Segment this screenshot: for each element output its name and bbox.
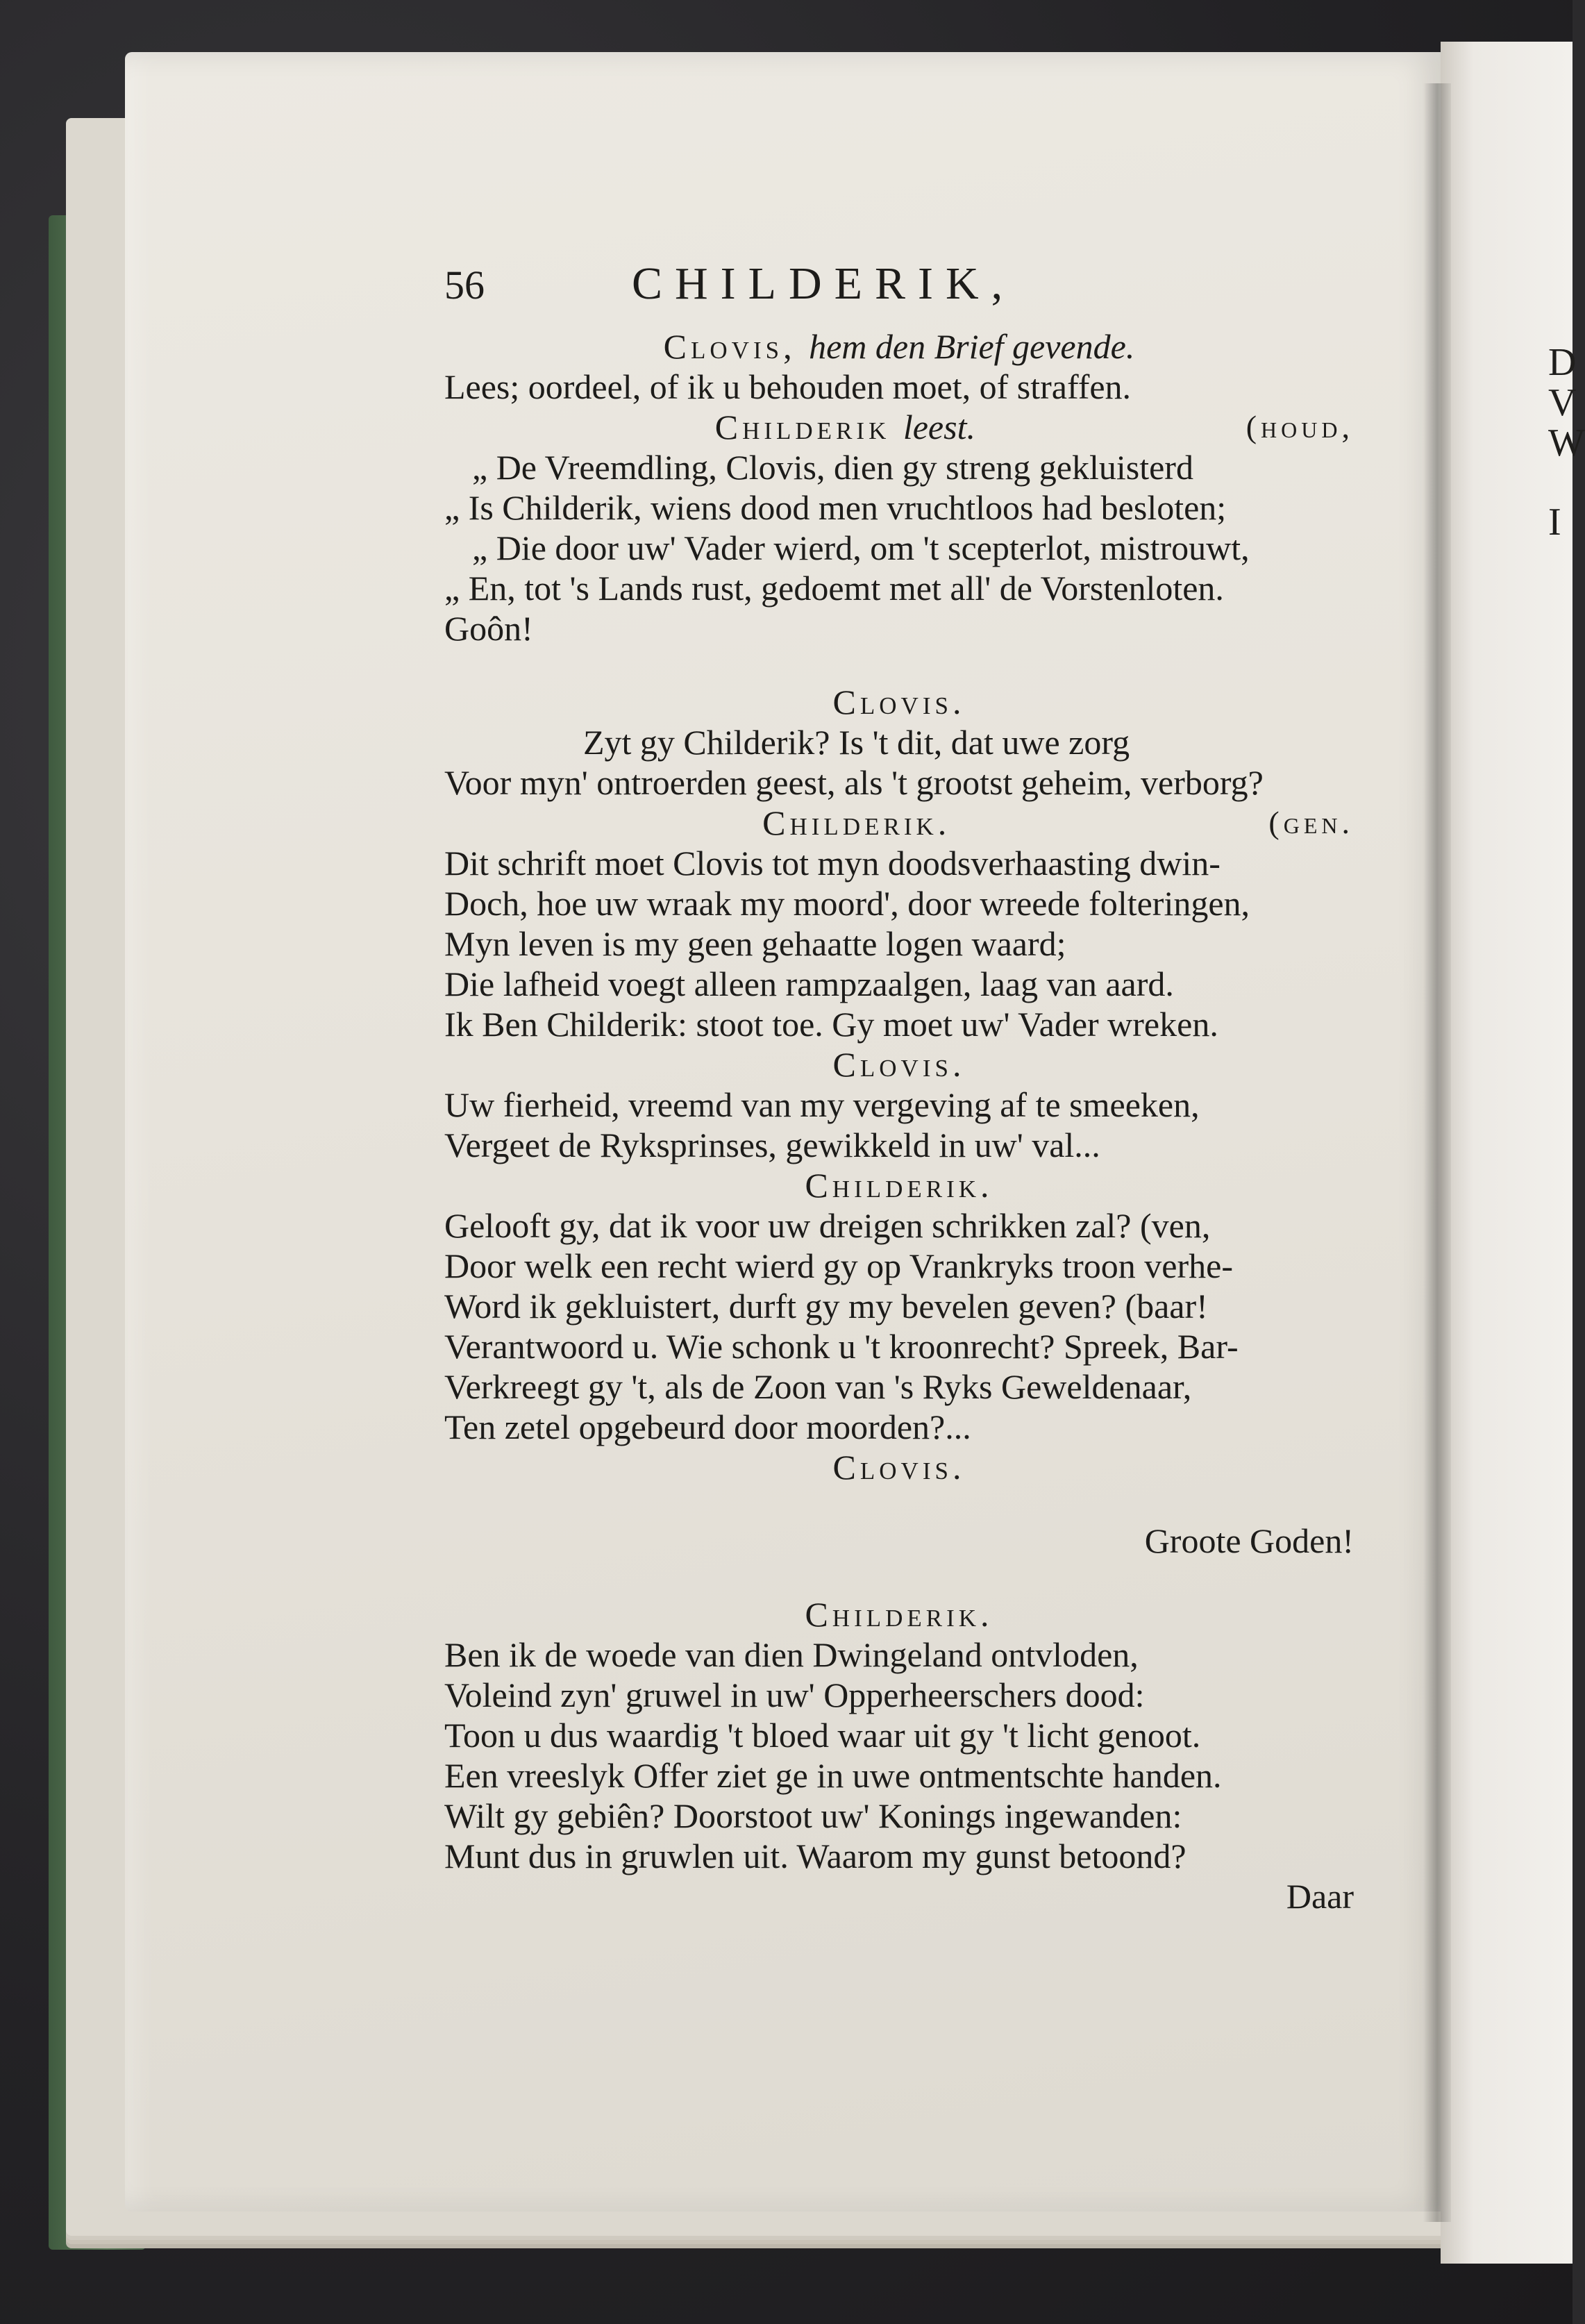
verse-line: Ik Ben Childerik: stoot toe. Gy moet uw' Vader wreken. [444,1005,1218,1044]
catchword: Daar [1286,1877,1354,1916]
speaker-heading: Clovis. [832,683,966,721]
page-text [444,258,1354,1916]
facing-page-fragment: D [1548,341,1577,384]
speaker-heading: Childerik. (gen. [762,803,1354,842]
verse-line: Een vreeslyk Offer ziet ge in uwe ontmentschte handen. [444,1756,1222,1795]
verse-line: Groote Goden! [1144,1521,1354,1560]
verse-line: Voleind zyn' gruwel in uw' Opperheerschers dood: [444,1675,1145,1714]
verse-line: Zyt gy Childerik? Is 't dit, dat uwe zorg [583,723,1130,762]
verse-line: „ En, tot 's Lands rust, gedoemt met all' de Vorstenloten. [444,569,1224,608]
verse-line: Uw fierheid, vreemd van my vergeving af te smeeken, [444,1085,1200,1124]
verse-line: Verantwoord u. Wie schonk u 't kroonrecht? Spreek, Bar- [444,1327,1239,1366]
running-title: CHILDERIK, [632,258,1016,309]
speaker-heading: Childerik. [805,1166,993,1205]
verse-line: Vergeet de Ryksprinses, gewikkeld in uw' val... [444,1126,1100,1164]
verse-line: Munt dus in gruwlen uit. Waarom my gunst betoond? [444,1837,1186,1875]
verse-line: Verkreegt gy 't, als de Zoon van 's Ryks Geweldenaar, [444,1367,1192,1406]
facing-page-fragment: V [1548,381,1577,424]
verse-line: „ De Vreemdling, Clovis, dien gy streng gekluisterd [472,448,1193,487]
verse-line: Goôn! [444,609,533,648]
speaker-heading: Clovis. [832,1448,966,1487]
verse-line: Lees; oordeel, of ik u behouden moet, of straffen. [444,367,1132,406]
verse-line: Die lafheid voegt alleen rampzaalgen, laag van aard. [444,964,1174,1003]
verse-line: „ Is Childerik, wiens dood men vruchtloos had besloten; [444,488,1227,527]
page-number: 56 [444,262,485,308]
speaker-heading: Clovis, hem den Brief gevende. [663,327,1135,366]
speaker-heading: Childerik. [805,1595,993,1634]
verse-line: Wilt gy gebiên? Doorstoot uw' Konings ingewanden: [444,1796,1182,1835]
speaker-heading: Childerik leest. (houd, [714,408,1354,446]
verse-line: Voor myn' ontroerden geest, als 't grootst geheim, verborg? [444,763,1264,802]
verse-line: Dit schrift moet Clovis tot myn doodsverhaasting dwin- [444,844,1221,883]
speaker-heading: Clovis. [832,1045,966,1084]
book-gutter [1423,83,1451,2222]
verse-line: Doch, hoe uw wraak my moord', door wreede folteringen, [444,884,1250,923]
verse-line: Door welk een recht wierd gy op Vrankryks troon verhe- [444,1246,1233,1285]
verse-line: „ Die door uw' Vader wierd, om 't scepterlot, mistrouwt, [472,528,1250,567]
verse-line: Ten zetel opgebeurd door moorden?... [444,1407,971,1446]
page-header [444,258,1354,326]
verse-line: Myn leven is my geen gehaatte logen waard; [444,924,1066,963]
verse-line: Gelooft gy, dat ik voor uw dreigen schrikken zal? (ven, [444,1206,1211,1245]
verse-line: Word ik gekluistert, durft gy my bevelen geven? (baar! [444,1287,1208,1326]
verse-line: Ben ik de woede van dien Dwingeland ontvloden, [444,1635,1139,1674]
facing-page-fragment: W [1548,421,1585,465]
verse-line: Toon u dus waardig 't bloed waar uit gy 't licht genoot. [444,1716,1201,1755]
facing-page-fragment: I [1548,501,1561,544]
